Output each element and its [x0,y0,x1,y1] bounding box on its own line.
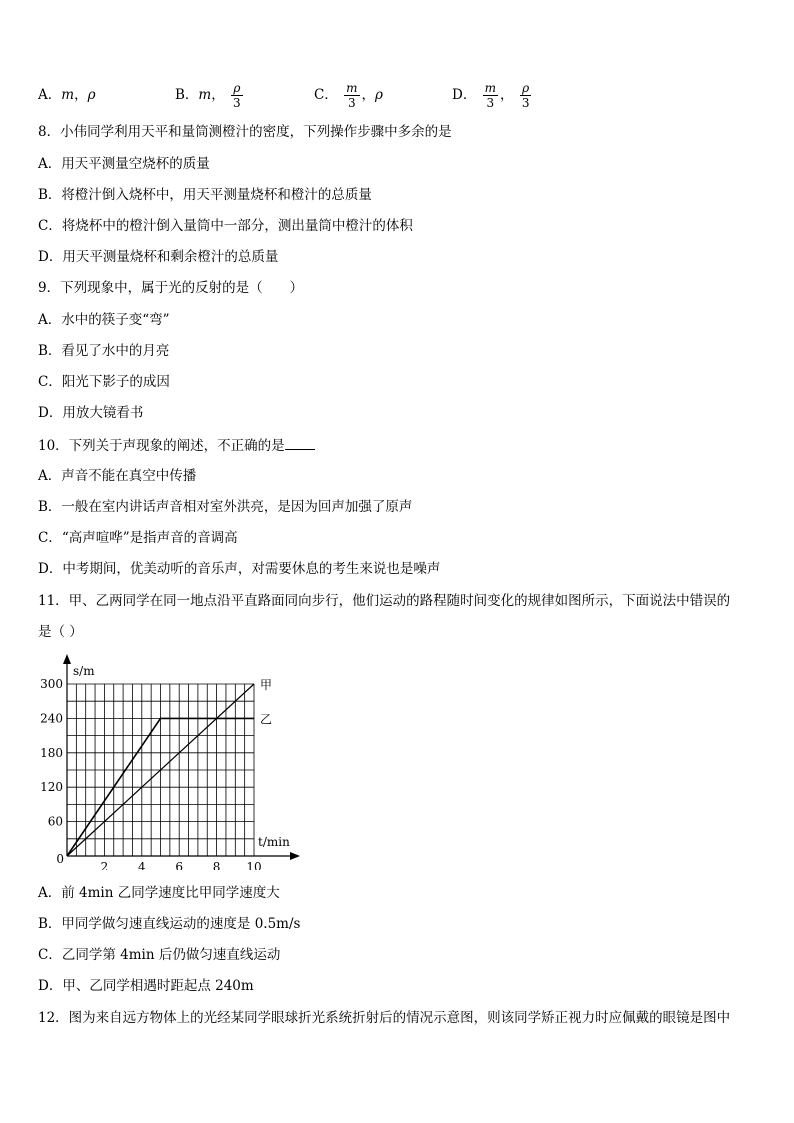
fraction-denominator: 3 [348,96,356,110]
x-tick-label: 4 [137,860,146,870]
option-text: m [61,87,75,103]
q7-option-b [175,80,245,110]
q10-stem-text: 10．下列关于声现象的阐述，不正确的是 [38,438,285,454]
q8-stem: 8．小伟同学利用天平和量筒测橙汁的密度，下列操作步骤中多余的是 [38,124,452,140]
y-tick-label: 180 [40,745,63,760]
q10-option-b: B．一般在室内讲话声音相对室外洪亮，是因为回声加强了原声 [38,499,413,515]
q8-option-c: C．将烧杯中的橙汁倒入量筒中一部分，测出量筒中橙汁的体积 [38,218,413,234]
q9-option-a: A．水中的筷子变“弯” [38,312,170,328]
option-text: ρ [87,87,96,103]
option-text: ρ [375,87,383,103]
y-axis-arrow [63,654,71,664]
fraction-numerator: m [346,81,358,95]
fraction [231,81,243,110]
q8-option-d: D．用天平测量烧杯和剩余橙汁的总质量 [38,249,279,265]
option-text: ， [500,87,514,103]
q7-option-d [452,80,533,110]
fraction [483,81,498,110]
y-tick-label: 300 [40,677,63,691]
y-axis-label: s/m [73,664,95,678]
q10-option-a: A．声音不能在真空中传播 [38,468,197,484]
q11-option-b: B．甲同学做匀速直线运动的速度是 0.5m/s [38,916,301,932]
x-tick-label: 2 [100,860,109,870]
q8-option-a: A．用天平测量空烧杯的质量 [38,156,210,172]
fraction-denominator: 3 [233,96,241,110]
option-text: ， [361,87,376,103]
fraction-denominator: 3 [521,96,530,110]
fraction [344,81,359,110]
q8-option-b: B．将橙汁倒入烧杯中，用天平测量烧杯和橙汁的总质量 [38,187,372,203]
q11-option-a: A．前 4min 乙同学速度比甲同学速度大 [38,885,280,901]
option-text: m [198,87,212,103]
option-label: A． [38,87,62,103]
x-tick-label: 0 [56,852,64,866]
y-tick-label: 120 [40,780,63,795]
q11-option-c: C．乙同学第 4min 后仍做匀速直线运动 [38,947,281,963]
y-tick-label: 60 [47,814,63,829]
distance-time-chart [36,652,306,870]
answer-blank [285,435,315,450]
q9-option-b: B．看见了水中的月亮 [38,343,170,359]
option-label: C． [314,87,338,103]
q12-stem: 12．图为来自远方物体上的光经某同学眼球折光系统折射后的情况示意图，则该同学矫正视力时应佩戴的眼镜是图中 [38,1010,731,1026]
fraction-denominator: 3 [486,96,495,110]
series-label: 乙 [260,712,273,727]
fraction-numerator: ρ [231,81,243,96]
option-text: ， [211,87,225,103]
q9-stem: 9．下列现象中，属于光的反射的是（ ） [38,280,304,296]
x-axis-label: t/min [258,835,290,849]
option-text: ， [74,87,88,103]
q9-option-d: D．用放大镜看书 [38,405,144,421]
q11-stem-line2: 是（ ） [38,624,83,640]
q11-stem-line1: 11．甲、乙两同学在同一地点沿平直路面同向步行，他们运动的路程随时间变化的规律如图所示，下面说法中错误的 [38,593,731,609]
q9-option-c: C．阳光下影子的成因 [38,374,170,390]
q11-option-d: D．甲、乙同学相遇时距起点 240m [38,978,254,994]
option-label: D． [452,87,477,103]
x-axis-arrow [290,852,300,860]
fraction [520,81,532,110]
y-tick-label: 240 [40,711,63,726]
q10-option-d: D．中考期间，优美动听的音乐声，对需要休息的考生来说也是噪声 [38,561,441,577]
x-tick-label: 6 [175,860,184,870]
q7-option-a [38,80,96,110]
option-label: B． [175,87,199,103]
x-tick-label: 8 [212,860,221,870]
fraction-numerator: m [484,81,497,95]
series-label: 甲 [260,678,273,692]
x-tick-label: 10 [246,860,262,870]
q7-option-c [314,80,383,110]
q10-option-c: C．“高声喧哗”是指声音的音调高 [38,530,238,546]
q10-stem [38,435,315,456]
fraction-numerator: ρ [520,81,532,96]
